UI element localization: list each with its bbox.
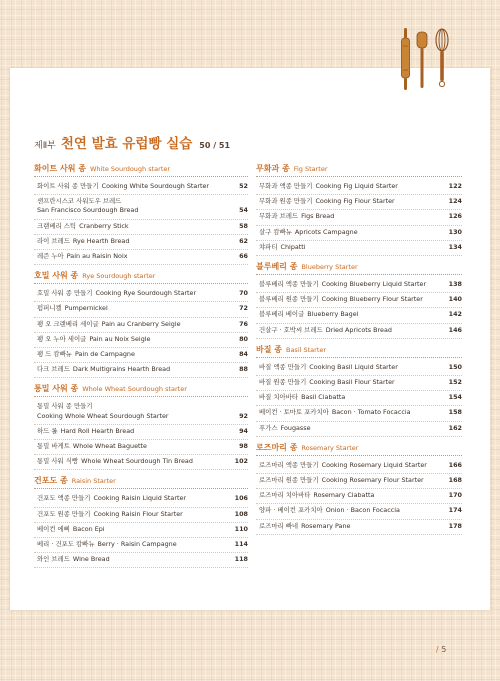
entry-page-number: 88 <box>239 365 248 374</box>
entry-title <box>37 222 129 231</box>
entry-title-line <box>37 540 177 549</box>
entry-title-en: Cranberry Stick <box>79 221 129 230</box>
entry-title <box>259 378 395 387</box>
entry-title <box>37 402 169 420</box>
entry-title-ko: 건살구 · 호박씨 브레드 <box>259 325 323 334</box>
entry-title-en: Apricots Campagne <box>294 227 358 236</box>
entry-title-line <box>37 442 147 451</box>
entry-title <box>259 408 411 417</box>
toc-entry[interactable] <box>34 250 248 265</box>
entry-title-ko: 블루베리 액종 만들기 <box>259 280 319 289</box>
toc-section <box>256 261 462 339</box>
entry-title <box>259 295 423 304</box>
section-heading <box>34 475 248 489</box>
entry-title-line <box>37 304 108 313</box>
entry-page-number: 168 <box>448 476 462 485</box>
entry-title-ko: 베이컨 · 토마토 포카치아 <box>259 408 329 417</box>
section-title-en: Rye Sourdough starter <box>82 272 156 281</box>
entry-page-number: 154 <box>448 393 462 402</box>
section-title-ko: 건포도 종 <box>34 476 68 486</box>
entry-title <box>37 494 186 503</box>
section-title-ko: 통밀 사워 종 <box>34 384 79 394</box>
entry-title <box>259 522 350 531</box>
entry-title-ko: 라이 브레드 <box>37 236 70 245</box>
entry-page-number: 166 <box>448 460 462 469</box>
part-label: 제Ⅱ부 <box>34 141 56 151</box>
entry-page-number: 142 <box>448 310 462 319</box>
toc-section <box>34 475 248 568</box>
entry-title-en: Onion · Bacon Focaccia <box>325 506 400 515</box>
toc-entry[interactable] <box>34 455 248 470</box>
chapter-heading <box>34 132 230 152</box>
toc-section <box>34 163 248 265</box>
entry-title <box>259 197 395 206</box>
entry-title-ko: 로즈마리 빠네 <box>259 521 299 530</box>
toc-entry[interactable] <box>256 324 462 339</box>
entry-title-line <box>37 525 105 534</box>
entry-title-ko: 화이트 사워 종 만들기 <box>37 182 99 190</box>
entry-title-line <box>37 320 181 329</box>
baking-tools-illustration <box>398 28 460 92</box>
entry-page-number: 150 <box>448 362 462 371</box>
entry-page-number: 152 <box>448 378 462 387</box>
section-title-ko: 호밀 사워 종 <box>34 271 79 281</box>
toc-entry[interactable] <box>34 508 248 523</box>
section-title-en: Blueberry Starter <box>301 263 358 272</box>
entry-title-en: Bacon · Tomato Focaccia <box>331 408 411 417</box>
toc-entry[interactable] <box>256 195 462 210</box>
toc-section <box>34 270 248 378</box>
entry-title-ko: 팽 오 크랜베리 세이글 <box>37 319 99 328</box>
toc-entry[interactable] <box>256 180 462 195</box>
entry-page-number: 158 <box>448 408 462 417</box>
entry-page-number: 178 <box>448 521 462 530</box>
entry-title-ko: 블루베리 원종 만들기 <box>259 295 319 304</box>
entry-title <box>37 350 135 359</box>
toc-entry[interactable] <box>34 333 248 348</box>
toc-entry[interactable] <box>34 180 248 195</box>
entry-title-line <box>259 506 400 515</box>
entry-page-number: 70 <box>239 289 248 298</box>
entry-title <box>37 304 108 313</box>
toc-entry[interactable] <box>256 504 462 519</box>
entry-title-ko: 팽 오 누아 세이글 <box>37 334 87 343</box>
entry-title <box>259 280 426 289</box>
toc-entry[interactable] <box>256 293 462 308</box>
entry-title-en: Cooking Rosemary Liquid Starter <box>321 460 427 469</box>
toc-entry[interactable] <box>34 348 248 363</box>
entry-title-en: San Francisco Sourdough Bread <box>37 206 139 215</box>
entry-title-en: Cooking Blueberry Liquid Starter <box>321 280 427 289</box>
entry-title-en: Cooking Raisin Flour Starter <box>93 509 183 518</box>
entry-page-number: 114 <box>234 540 248 549</box>
entry-title-line <box>37 237 129 246</box>
toc-entry[interactable] <box>34 363 248 378</box>
toc-entry[interactable] <box>34 302 248 317</box>
entry-title <box>259 182 398 191</box>
entry-title-ko: 베리 · 건포도 캄빠뉴 <box>37 540 95 549</box>
entry-title-ko: 양파 · 베이컨 포카치아 <box>259 506 323 515</box>
entry-title-ko: 레즌 누아 <box>37 252 64 261</box>
toc-section <box>34 383 248 470</box>
toc-entry[interactable] <box>256 376 462 391</box>
entry-title-en: Dried Apricots Bread <box>325 325 392 334</box>
entry-title-en: Cooking Basil Flour Starter <box>309 378 395 387</box>
toc-entry[interactable] <box>256 520 462 535</box>
toc-entry[interactable] <box>34 440 248 455</box>
entry-title-line <box>37 350 135 359</box>
entry-title <box>37 525 105 534</box>
entry-title-line <box>37 555 110 564</box>
section-title-ko: 화이트 사워 종 <box>34 164 86 173</box>
toc-entry[interactable] <box>256 226 462 241</box>
section-heading <box>34 163 248 177</box>
background-pattern-bottom <box>0 610 500 681</box>
entry-title <box>37 252 128 261</box>
entry-title <box>259 228 358 237</box>
page-number <box>436 645 446 654</box>
toc-entry[interactable] <box>34 195 248 219</box>
entry-title-en: Rosemary Pane <box>301 521 351 530</box>
section-title-en: Rosemary Starter <box>301 443 359 452</box>
entry-title-ko: 살구 캄빠뉴 <box>259 227 292 236</box>
spatula-icon <box>417 32 427 88</box>
entry-title-ko: 호밀 사워 종 만들기 <box>37 289 93 298</box>
toc-entry[interactable] <box>256 278 462 293</box>
entry-title <box>259 476 424 485</box>
page-number-value: 5 <box>441 645 447 654</box>
entry-title <box>259 212 334 221</box>
toc-entry[interactable] <box>34 553 248 568</box>
toc-section <box>256 344 462 437</box>
entry-title-line <box>259 461 427 470</box>
entry-title <box>37 510 183 519</box>
entry-title-en: Cooking Fig Flour Starter <box>315 197 395 206</box>
page-number-slash: / <box>436 645 439 654</box>
entry-title-ko: 크랜베리 스틱 <box>37 221 77 230</box>
entry-title-ko: 하드 롤 <box>37 426 58 435</box>
entry-page-number: 146 <box>448 325 462 334</box>
entry-title <box>259 243 306 252</box>
entry-title <box>37 197 138 215</box>
entry-title-line <box>37 182 209 191</box>
toc-section <box>256 163 462 256</box>
entry-title-line <box>259 363 398 372</box>
entry-title-ko: 다크 브레드 <box>37 365 70 374</box>
entry-title-en: Rosemary Ciabatta <box>313 491 375 500</box>
entry-title <box>37 237 129 246</box>
toc-left-column <box>34 163 248 573</box>
toc-entry[interactable] <box>34 538 248 553</box>
entry-title-en: Pain au Raisin Noix <box>66 252 128 261</box>
entry-title-ko: 무화과 원종 만들기 <box>259 197 313 206</box>
section-title-en: Basil Starter <box>285 345 327 354</box>
entry-page-number: 126 <box>448 212 462 221</box>
entry-title-line <box>259 408 411 417</box>
entry-title-en: Bacon Epi <box>72 524 105 533</box>
entry-title-en: Pain au Noix Seigle <box>89 334 151 343</box>
toc-entry[interactable] <box>256 241 462 256</box>
entry-title-ko: 무화과 액종 만들기 <box>259 182 313 190</box>
entry-page-number: 174 <box>448 506 462 515</box>
section-heading <box>256 442 462 456</box>
entry-title-line <box>259 378 395 387</box>
entry-title-ko: 펌퍼니켈 <box>37 304 62 313</box>
entry-title-en: Cooking White Sourdough Starter <box>101 182 210 190</box>
entry-page-number: 58 <box>239 221 248 230</box>
entry-title-en: Hard Roll Hearth Bread <box>60 426 135 435</box>
entry-title-line <box>259 476 424 485</box>
toc-entry[interactable] <box>256 308 462 323</box>
entry-title-en: Rye Hearth Bread <box>72 236 130 245</box>
entry-title-line <box>37 457 193 466</box>
entry-title-ko: 무화과 브레드 <box>259 212 299 221</box>
entry-title-en: Cooking Blueberry Flour Starter <box>321 295 423 304</box>
entry-title-line <box>37 252 128 261</box>
entry-page-number: 170 <box>448 491 462 500</box>
entry-title-line <box>37 222 129 231</box>
entry-page-number: 98 <box>239 442 248 451</box>
entry-title-ko: 통밀 사워 종 만들기 <box>37 402 93 411</box>
chapter-title: 천연 발효 유럽빵 실습 <box>60 136 193 152</box>
entry-title <box>259 363 398 372</box>
entry-title-en: Cooking Raisin Liquid Starter <box>93 494 187 503</box>
toc-entry[interactable] <box>34 235 248 250</box>
toc-entry[interactable] <box>34 287 248 302</box>
entry-title-en: Wine Bread <box>72 555 110 564</box>
entry-title-ko: 로즈마리 원종 만들기 <box>259 476 319 485</box>
entry-title <box>259 393 345 402</box>
entry-title <box>37 335 150 344</box>
entry-title <box>259 461 427 470</box>
entry-title-line <box>259 522 350 531</box>
entry-page-number: 92 <box>239 411 248 420</box>
section-title-en: Fig Starter <box>293 165 328 173</box>
entry-title-ko: 챠파티 <box>259 242 278 251</box>
entry-title-line <box>259 326 392 335</box>
section-title-ko: 블루베리 종 <box>256 262 298 272</box>
toc-entry[interactable] <box>256 361 462 376</box>
entry-title-line <box>259 212 334 221</box>
entry-title-ko: 와인 브레드 <box>37 555 70 564</box>
entry-title <box>259 424 311 433</box>
section-title-ko: 바질 종 <box>256 344 282 354</box>
entry-title-en: Figs Bread <box>301 212 335 221</box>
whisk-icon <box>436 29 448 87</box>
entry-title <box>37 320 181 329</box>
section-heading <box>256 344 462 358</box>
entry-page-number: 52 <box>239 182 248 190</box>
entry-page-number: 72 <box>239 304 248 313</box>
entry-title-ko: 로즈마리 치아바타 <box>259 491 311 500</box>
entry-title-line <box>259 197 395 206</box>
toc-section <box>256 442 462 535</box>
entry-page-number: 94 <box>239 426 248 435</box>
entry-title-en: Cooking Rye Sourdough Starter <box>95 289 197 298</box>
entry-title <box>37 427 134 436</box>
entry-title-line <box>259 491 374 500</box>
toc-entry[interactable] <box>256 489 462 504</box>
entry-title-line <box>259 280 426 289</box>
entry-page-number: 110 <box>234 524 248 533</box>
entry-title-en: Pain de Campagne <box>74 350 135 359</box>
entry-title-ko: 바질 액종 만들기 <box>259 362 307 371</box>
entry-title-ko: 로즈마리 액종 만들기 <box>259 460 319 469</box>
toc-entry[interactable] <box>34 425 248 440</box>
entry-title-ko: 건포도 액종 만들기 <box>37 494 91 503</box>
entry-title-en: Whole Wheat Sourdough Tin Bread <box>81 457 193 466</box>
entry-page-number: 118 <box>234 555 248 564</box>
entry-title-ko: 팽 드 캄빠뉴 <box>37 350 72 359</box>
entry-title-line <box>37 289 196 298</box>
entry-title-ko: 블루베리 베이글 <box>259 310 305 319</box>
section-title-en: White Sourdough starter <box>89 165 171 173</box>
entry-page-number: 102 <box>234 457 248 466</box>
entry-title-ko: 건포도 원종 만들기 <box>37 509 91 518</box>
rolling-pin-icon <box>402 28 410 90</box>
entry-title <box>37 182 209 191</box>
entry-title <box>259 326 392 335</box>
entry-title-en: Cooking Whole Wheat Sourdough Starter <box>37 411 169 420</box>
entry-title-line <box>259 228 358 237</box>
entry-page-number: 130 <box>448 227 462 236</box>
entry-title-ko: 바질 치아바타 <box>259 393 299 402</box>
entry-title-line <box>259 424 311 433</box>
entry-title-en: Cooking Fig Liquid Starter <box>315 182 398 190</box>
section-heading <box>34 270 248 284</box>
chapter-page-range: 50 / 51 <box>199 141 231 150</box>
entry-page-number: 84 <box>239 350 248 359</box>
entry-title-line <box>37 494 186 503</box>
entry-title-en: Cooking Basil Liquid Starter <box>309 362 398 371</box>
entry-page-number: 134 <box>448 242 462 251</box>
entry-page-number: 106 <box>234 494 248 503</box>
toc-entry[interactable] <box>256 422 462 437</box>
toc-entry[interactable] <box>34 400 248 424</box>
section-title-en: Raisin Starter <box>71 477 116 486</box>
section-title-en: Whole Wheat Sourdough starter <box>82 385 187 394</box>
entry-title <box>37 365 170 374</box>
entry-title-line <box>259 393 345 402</box>
entry-title-ko: 샌프란시스코 사워도우 브레드 <box>37 197 122 206</box>
entry-title-ko: 푸가스 <box>259 423 278 432</box>
toc-entry[interactable] <box>256 459 462 474</box>
entry-page-number: 138 <box>448 280 462 289</box>
entry-title-ko: 바질 원종 만들기 <box>259 378 307 387</box>
entry-title-en: Berry · Raisin Campagne <box>97 540 177 549</box>
entry-title-en: Fougasse <box>280 423 311 432</box>
entry-title <box>259 310 358 319</box>
toc-entry[interactable] <box>34 523 248 538</box>
entry-title <box>37 289 196 298</box>
entry-title-line <box>37 510 183 519</box>
entry-title <box>37 457 193 466</box>
entry-title-en: Whole Wheat Baguette <box>72 442 147 451</box>
entry-title-ko: 통밀 사워 식빵 <box>37 457 79 466</box>
toc-entry[interactable] <box>256 210 462 225</box>
entry-page-number: 124 <box>448 197 462 206</box>
entry-page-number: 162 <box>448 423 462 432</box>
entry-title <box>37 540 177 549</box>
entry-page-number: 66 <box>239 252 248 261</box>
entry-title <box>259 491 374 500</box>
entry-page-number: 62 <box>239 236 248 245</box>
entry-title-line <box>259 243 306 252</box>
section-heading <box>34 383 248 397</box>
entry-title-line <box>259 295 423 304</box>
toc-entry[interactable] <box>256 406 462 421</box>
entry-title-en: Dark Multigrains Hearth Bread <box>72 365 171 374</box>
entry-page-number: 76 <box>239 319 248 328</box>
entry-title <box>259 506 400 515</box>
entry-title-en: Blueberry Bagel <box>307 310 359 319</box>
toc-entry[interactable] <box>256 391 462 406</box>
section-heading <box>256 261 462 275</box>
entry-title-line <box>37 365 170 374</box>
entry-title-line <box>259 310 358 319</box>
entry-page-number: 80 <box>239 334 248 343</box>
entry-title-en: Cooking Rosemary Flour Starter <box>321 476 424 485</box>
entry-title-line <box>37 427 134 436</box>
toc-right-column <box>256 163 462 540</box>
section-title-ko: 무화과 종 <box>256 164 290 173</box>
toc-entry[interactable] <box>34 492 248 507</box>
entry-title-line <box>37 335 150 344</box>
section-heading <box>256 163 462 177</box>
entry-title-en: Pumpernickel <box>64 304 108 313</box>
entry-title-en: Basil Ciabatta <box>301 393 346 402</box>
toc-entry[interactable] <box>34 220 248 235</box>
entry-title <box>37 442 147 451</box>
section-title-ko: 로즈마리 종 <box>256 442 298 452</box>
entry-title-line <box>259 182 398 191</box>
entry-page-number: 54 <box>239 206 248 215</box>
entry-title-en: Chipatti <box>280 242 306 251</box>
toc-entry[interactable] <box>256 474 462 489</box>
entry-page-number: 122 <box>448 182 462 190</box>
entry-title-en: Pain au Cranberry Seigle <box>101 319 181 328</box>
entry-page-number: 140 <box>448 295 462 304</box>
entry-title-ko: 베이컨 에삐 <box>37 524 70 533</box>
entry-page-number: 108 <box>234 509 248 518</box>
entry-title-ko: 통밀 바게트 <box>37 442 70 451</box>
entry-title <box>37 555 110 564</box>
toc-entry[interactable] <box>34 318 248 333</box>
